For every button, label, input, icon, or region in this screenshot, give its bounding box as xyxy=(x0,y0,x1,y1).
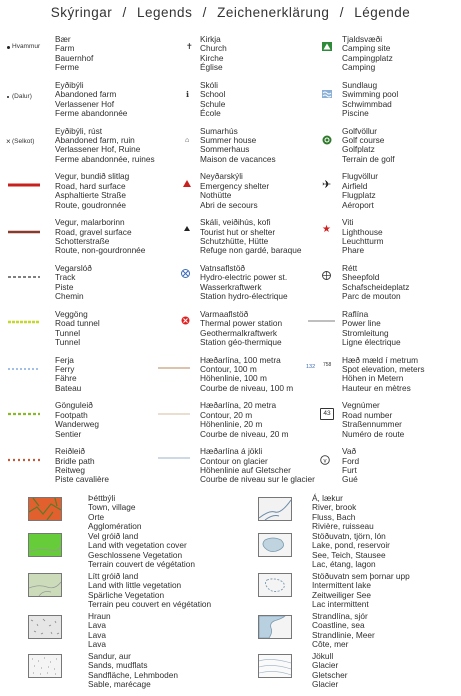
middle-legend-entry-line: Contour, 20 m xyxy=(200,409,253,420)
right-legend-entry-line: Phare xyxy=(342,245,365,256)
middle-legend-entry-line: Varmaaflstöð xyxy=(200,308,249,319)
title-separator: / xyxy=(122,5,127,20)
area-left-entry-line: Sandur, aur xyxy=(88,651,131,661)
left-legend-entry-line: Ferme abandonnée xyxy=(55,107,128,118)
left-legend-entry-line: Eyðibýli, rúst xyxy=(55,125,103,136)
middle-legend-entry-line: Kirkja xyxy=(200,34,221,44)
left-legend-entry-line: Asphaltierte Straße xyxy=(55,190,127,201)
middle-legend-entry xyxy=(200,127,276,165)
left-legend-entry-line: Veggöng xyxy=(55,308,88,319)
swimming-pool-icon xyxy=(322,90,332,98)
middle-legend-entry-line: Neyðarskýli xyxy=(200,171,243,182)
area-left-entry-line: Orte xyxy=(88,511,105,522)
right-legend-entry-line: Hæð mæld í metrum xyxy=(342,354,419,365)
area-right-entry-line: Fluss, Bach xyxy=(312,511,356,522)
area-left-entry-line: Sands, mudflats xyxy=(88,660,148,671)
right-legend-entry-line: Straßennummer xyxy=(342,419,402,430)
left-legend-entry-line: Piste cavalière xyxy=(55,474,109,485)
area-left-entry-line: Lava xyxy=(88,620,106,631)
middle-legend-entry-line: École xyxy=(200,107,221,118)
middle-legend-entry-line: Wasserkraftwerk xyxy=(200,281,262,292)
area-right-entry-line: Côte, mer xyxy=(312,639,349,650)
left-legend-entry-line: Vegur, bundið slitlag xyxy=(55,171,130,182)
right-legend-entry-line: Aéroport xyxy=(342,199,374,210)
left-legend-entry-line: Ferme abandonnée, ruines xyxy=(55,153,155,164)
abandoned-farm-example-label: (Dalur) xyxy=(12,93,32,100)
middle-legend-entry-line: Vatnsaflstöð xyxy=(200,263,246,273)
area-right-entry-line: Á, lækur xyxy=(312,493,343,503)
left-legend-entry xyxy=(55,35,93,73)
left-legend-entry-line: Ferja xyxy=(55,354,74,365)
area-left-entry-line: Lava xyxy=(88,629,106,640)
middle-legend-entry-line: Höhenlinie, 20 m xyxy=(200,419,263,430)
area-right-entry-line: Glacier xyxy=(312,679,339,690)
area-right-entry-line: See, Teich, Stausee xyxy=(312,549,386,560)
middle-legend-entry xyxy=(200,218,302,256)
middle-legend-entry-line: Schule xyxy=(200,98,226,109)
middle-legend-entry-line: Church xyxy=(200,43,227,54)
right-legend-entry-line: Sundlaug xyxy=(342,79,378,90)
area-right-entry-line: Lake, pond, reservoir xyxy=(312,540,390,551)
area-right-entry xyxy=(312,572,410,610)
left-legend-entry xyxy=(55,81,127,119)
left-legend-entry-line: Piste xyxy=(55,281,74,292)
area-left-entry-line: Sable, marécage xyxy=(88,679,151,690)
area-left-entry-line: Terrain couvert de végétation xyxy=(88,559,196,570)
right-legend-entry-line: Ford xyxy=(342,455,360,466)
middle-legend-entry-line: Courbe de niveau, 20 m xyxy=(200,428,289,439)
area-right-entry-line: Gletscher xyxy=(312,669,348,680)
coastline-area-patch xyxy=(258,615,292,639)
middle-legend-entry-line: Tourist hut or shelter xyxy=(200,226,276,237)
area-left-entry-line: Spärliche Vegetation xyxy=(88,589,165,600)
hydro-power-icon xyxy=(181,269,190,278)
left-legend-entry-line: Verlassener Hof, Ruine xyxy=(55,144,141,155)
sands-area-patch xyxy=(28,654,62,678)
right-legend-entry-line: Lighthouse xyxy=(342,226,383,237)
left-legend-entry-line: Road tunnel xyxy=(55,318,100,329)
middle-legend-entry-line: Hydro-electric power st. xyxy=(200,272,288,283)
middle-legend-entry xyxy=(200,35,227,73)
area-right-entry-line: Strandlinie, Meer xyxy=(312,629,375,640)
area-right-entry xyxy=(312,612,375,650)
middle-legend-entry-line: Courbe de niveau sur le glacier xyxy=(200,474,315,485)
area-left-entry-line: Town, village xyxy=(88,502,136,513)
right-legend-entry-line: Parc de mouton xyxy=(342,291,401,302)
right-legend-entry xyxy=(342,264,409,302)
right-legend-entry-line: Schafscheideplatz xyxy=(342,281,410,292)
lava-area-patch xyxy=(28,615,62,639)
right-legend-entry-line: Swimming pool xyxy=(342,89,399,100)
right-legend-entry xyxy=(342,310,401,348)
right-legend-entry-line: Road number xyxy=(342,409,393,420)
right-legend-entry-line: Sheepfold xyxy=(342,272,380,283)
left-legend-entry-line: Eyðibýli xyxy=(55,79,84,90)
summer-house-icon: ⌂ xyxy=(185,137,190,144)
middle-legend-entry-line: Nothütte xyxy=(200,190,232,201)
left-legend-entry xyxy=(55,401,99,439)
river-area-patch xyxy=(258,497,292,521)
left-legend-entry-line: Road, hard surface xyxy=(55,180,126,191)
golf-course-icon xyxy=(322,135,332,145)
right-legend-entry-line: Höhen in Metern xyxy=(342,373,404,384)
area-right-entry-line: Rivière, ruisseau xyxy=(312,521,374,532)
left-legend-entry-line: Bauernhof xyxy=(55,52,94,63)
left-legend-entry-line: Vegarslóð xyxy=(55,263,92,273)
middle-legend-entry-line: Thermal power station xyxy=(200,318,283,329)
middle-legend-entry-line: Emergency shelter xyxy=(200,180,270,191)
right-legend-entry xyxy=(342,127,395,165)
right-legend-entry-line: Piscine xyxy=(342,107,369,118)
little-vegetation-area-patch xyxy=(28,573,62,597)
right-legend-entry-line: Vað xyxy=(342,446,357,457)
right-legend-entry-line: Camping xyxy=(342,62,376,73)
title-separator: / xyxy=(202,5,207,20)
right-legend-entry xyxy=(342,172,378,210)
road-number-icon: 43 xyxy=(320,408,334,420)
left-legend-entry-line: Chemin xyxy=(55,291,84,302)
left-legend-entry-line: Tunnel xyxy=(55,336,81,347)
middle-legend-entry-line: Skóli xyxy=(200,79,218,90)
area-left-entry xyxy=(88,612,111,650)
middle-legend-entry-line: Contour on glacier xyxy=(200,455,268,466)
right-legend-entry-line: Hauteur en mètres xyxy=(342,382,411,393)
right-legend-entry-line: Flugplatz xyxy=(342,190,376,201)
area-left-entry-line: Terrain peu couvert en végétation xyxy=(88,599,212,610)
sheepfold-icon xyxy=(322,271,331,280)
right-legend-entry-line: Flugvöllur xyxy=(342,171,378,182)
right-legend-entry-line: Raflína xyxy=(342,308,369,319)
right-legend-entry-line: Tjaldsvæði xyxy=(342,34,383,44)
right-legend-entry-line: Viti xyxy=(342,217,354,228)
middle-legend-entry-line: Courbe de niveau, 100 m xyxy=(200,382,294,393)
left-legend-entry xyxy=(55,127,155,165)
ruin-icon: × xyxy=(6,137,11,146)
middle-legend-entry-line: Summer house xyxy=(200,134,257,145)
left-legend-entry-line: Track xyxy=(55,272,76,283)
area-right-entry-line: Stöðuvatn, tjörn, lón xyxy=(312,531,386,541)
left-legend-entry-line: Sentier xyxy=(55,428,82,439)
right-legend-entry xyxy=(342,81,398,119)
left-legend-entry xyxy=(55,172,129,210)
right-legend-entry-line: Leuchtturm xyxy=(342,235,384,246)
airfield-icon: ✈ xyxy=(322,179,332,191)
thermal-power-icon xyxy=(181,316,190,325)
middle-legend-entry xyxy=(200,81,225,119)
area-right-entry xyxy=(312,652,348,690)
right-legend-entry-line: Airfield xyxy=(342,180,368,191)
title-icelandic: Skýringar xyxy=(50,5,113,20)
right-legend-entry-line: Golfvöllur xyxy=(342,125,378,136)
left-legend-entry-line: Farm xyxy=(55,43,75,54)
area-left-entry xyxy=(88,494,142,532)
vegetation-area-patch xyxy=(28,533,62,557)
middle-legend-entry xyxy=(200,447,315,485)
left-legend-entry-line: Abandoned farm, ruin xyxy=(55,134,135,145)
right-legend-entry-line: Spot elevation, meters xyxy=(342,363,425,374)
right-legend-entry xyxy=(342,447,359,485)
area-left-entry-line: Agglomération xyxy=(88,521,142,532)
ruin-example-label: (Selkot) xyxy=(12,138,35,145)
area-right-entry-line: Lac, étang, lagon xyxy=(312,559,376,570)
right-legend-entry-line: Golfplatz xyxy=(342,144,375,155)
area-right-entry xyxy=(312,494,374,532)
area-right-entry-line: Intermittent lake xyxy=(312,580,372,591)
left-legend-entry-line: Ferme xyxy=(55,62,79,73)
right-legend-entry-line: Campingplatz xyxy=(342,52,393,63)
left-legend-entry xyxy=(55,310,100,348)
middle-legend-entry-line: Kirche xyxy=(200,52,224,63)
left-legend-entry-line: Wanderweg xyxy=(55,419,99,430)
left-legend-entry-line: Fähre xyxy=(55,373,77,384)
left-legend-entry-line: Ferry xyxy=(55,363,75,374)
middle-legend-entry xyxy=(200,401,289,439)
area-left-entry-line: Lava xyxy=(88,639,106,650)
right-legend-entry-line: Schwimmbad xyxy=(342,98,392,109)
area-left-entry xyxy=(88,532,195,570)
left-legend-entry-line: Route, non-gourdronnée xyxy=(55,245,146,256)
lake-area-patch xyxy=(258,533,292,557)
title-french: Légende xyxy=(354,5,411,20)
spot-height-alt-example: 758 xyxy=(323,362,332,368)
area-left-entry xyxy=(88,572,211,610)
left-legend-entry-line: Road, gravel surface xyxy=(55,226,132,237)
middle-legend-entry-line: Station hydro-électrique xyxy=(200,291,288,302)
area-left-entry-line: Sandfläche, Lehmboden xyxy=(88,669,178,680)
area-left-entry-line: Vel gróið land xyxy=(88,531,139,541)
right-legend-entry-line: Gué xyxy=(342,474,358,485)
middle-legend-entry xyxy=(200,172,269,210)
left-legend-entry-line: Reiðleið xyxy=(55,446,85,457)
area-right-entry-line: Zeitweiliger See xyxy=(312,589,372,600)
left-legend-entry xyxy=(55,356,81,394)
area-left-entry-line: Geschlossene Vegetation xyxy=(88,549,183,560)
right-legend-entry-line: Numéro de route xyxy=(342,428,405,439)
area-right-entry-line: Strandlína, sjór xyxy=(312,611,368,621)
spot-height-example: 132 xyxy=(306,364,316,370)
left-legend-entry-line: Vegur, malarborinn xyxy=(55,217,125,228)
middle-legend-entry-line: Höhenlinie auf Gletscher xyxy=(200,464,291,475)
title-german: Zeichenerklärung xyxy=(217,5,330,20)
left-legend-entry-line: Verlassener Hof xyxy=(55,98,115,109)
left-legend-entry xyxy=(55,218,145,256)
middle-legend-entry xyxy=(200,264,288,302)
middle-legend-entry-line: Abri de secours xyxy=(200,199,258,210)
right-legend-entry xyxy=(342,35,393,73)
area-left-entry-line: Hraun xyxy=(88,611,111,621)
middle-legend-entry-line: Station géo-thermique xyxy=(200,336,282,347)
left-legend-entry-line: Gönguleið xyxy=(55,400,93,411)
area-left-entry-line: Þéttbýli xyxy=(88,493,116,503)
area-left-entry-line: Land with little vegetation xyxy=(88,580,182,591)
farm-example-label: Hvammur xyxy=(12,43,41,50)
left-legend-entry-line: Tunnel xyxy=(55,327,81,338)
right-legend-entry xyxy=(342,356,425,394)
right-legend-entry-line: Rétt xyxy=(342,263,358,273)
school-icon: ℹ xyxy=(186,90,190,99)
left-legend-entry-line: Route, goudronnée xyxy=(55,199,127,210)
middle-legend-entry-line: Sumarhús xyxy=(200,125,238,136)
church-icon: ✝ xyxy=(186,42,193,51)
left-legend-entry-line: Abandoned farm xyxy=(55,89,117,100)
right-legend-entry xyxy=(342,218,384,256)
right-legend-entry xyxy=(342,401,404,439)
middle-legend-entry-line: Hæðarlína, 100 metra xyxy=(200,354,281,365)
middle-legend-entry-line: Refuge non gardé, baraque xyxy=(200,245,302,256)
svg-text:v: v xyxy=(323,458,327,465)
left-legend-entry-line: Bær xyxy=(55,34,71,44)
left-legend-entry-line: Bridle path xyxy=(55,455,95,466)
middle-legend-entry-line: Hæðarlína á jökli xyxy=(200,446,263,457)
area-right-entry-line: Lac intermittent xyxy=(312,599,369,610)
middle-legend-entry-line: Höhenlinie, 100 m xyxy=(200,373,267,384)
town-area-patch xyxy=(28,497,62,521)
glacier-area-patch xyxy=(258,654,292,678)
left-legend-entry-line: Reitweg xyxy=(55,464,85,475)
right-legend-entry-line: Stromleitung xyxy=(342,327,389,338)
area-left-entry xyxy=(88,652,178,690)
middle-legend-entry-line: School xyxy=(200,89,226,100)
area-right-entry-line: Jökull xyxy=(312,651,334,661)
area-right-entry-line: Glacier xyxy=(312,660,339,671)
intermittent-lake-area-patch xyxy=(258,573,292,597)
area-right-entry-line: Stöðuvatn sem þornar upp xyxy=(312,571,410,581)
right-legend-entry-line: Power line xyxy=(342,318,381,329)
right-legend-entry-line: Terrain de golf xyxy=(342,153,395,164)
camping-icon xyxy=(322,42,332,51)
right-legend-entry-line: Furt xyxy=(342,464,357,475)
area-right-entry xyxy=(312,532,390,570)
left-legend-entry-line: Footpath xyxy=(55,409,88,420)
middle-legend-entry-line: Maison de vacances xyxy=(200,153,276,164)
middle-legend-entry-line: Contour, 100 m xyxy=(200,363,257,374)
middle-legend-entry-line: Geothermalkraftwerk xyxy=(200,327,278,338)
middle-legend-entry-line: Église xyxy=(200,62,223,73)
left-legend-entry-line: Schotterstraße xyxy=(55,235,110,246)
ford-icon xyxy=(320,455,330,465)
middle-legend-entry-line: Hæðarlína, 20 metra xyxy=(200,400,277,411)
right-legend-entry-line: Golf course xyxy=(342,134,385,145)
area-right-entry-line: Coastline, sea xyxy=(312,620,365,631)
middle-legend-entry-line: Sommerhaus xyxy=(200,144,250,155)
left-legend-entry-line: Bateau xyxy=(55,382,82,393)
tourist-hut-icon xyxy=(184,226,190,232)
area-left-entry-line: Land with vegetation cover xyxy=(88,540,187,551)
middle-legend-entry xyxy=(200,310,282,348)
lighthouse-icon: ★ xyxy=(322,224,331,235)
middle-legend-entry-line: Skáli, veiðihús, kofi xyxy=(200,217,271,228)
area-right-entry-line: River, brook xyxy=(312,502,357,513)
area-left-entry-line: Lítt gróið land xyxy=(88,571,139,581)
middle-legend-entry-line: Schutzhütte, Hütte xyxy=(200,235,269,246)
emergency-shelter-icon xyxy=(183,180,191,188)
left-legend-entry xyxy=(55,447,109,485)
title-english: Legends xyxy=(137,5,193,20)
left-legend-entry xyxy=(55,264,92,302)
middle-legend-entry xyxy=(200,356,293,394)
right-legend-entry-line: Vegnúmer xyxy=(342,400,380,411)
title-separator: / xyxy=(339,5,344,20)
right-legend-entry-line: Ligne électrique xyxy=(342,336,401,347)
right-legend-entry-line: Camping site xyxy=(342,43,391,54)
